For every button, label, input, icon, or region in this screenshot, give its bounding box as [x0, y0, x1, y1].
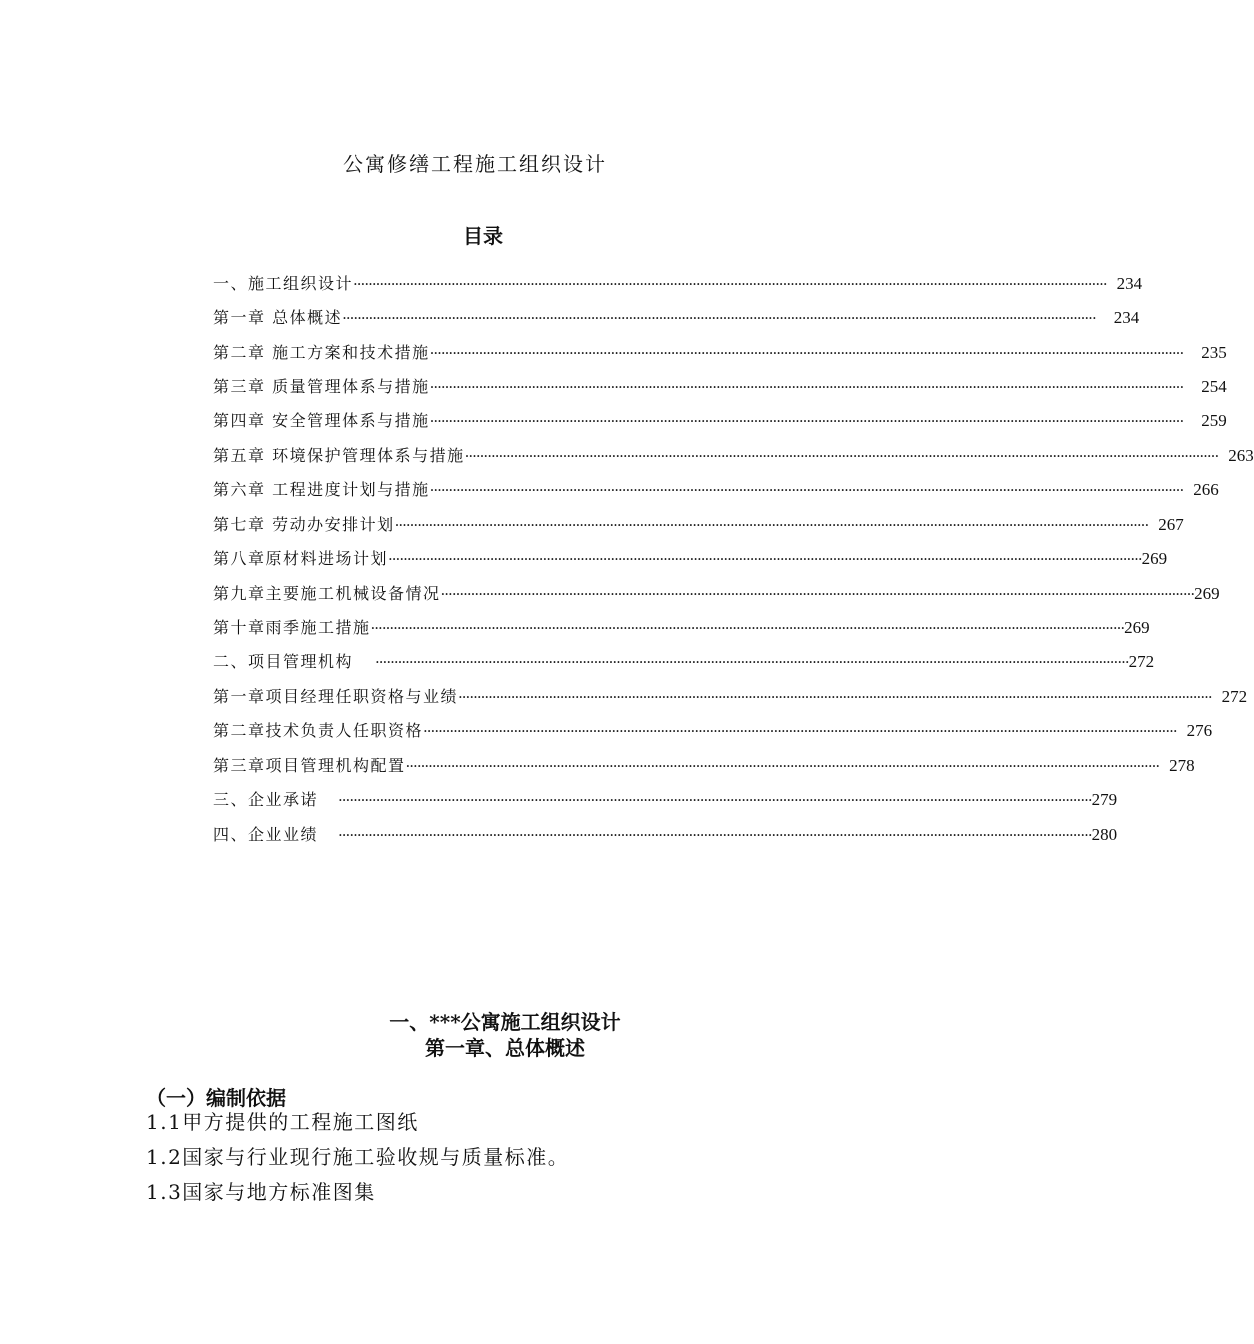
toc-page-number: 267	[1158, 515, 1184, 534]
toc-page-number: 272	[1221, 687, 1248, 706]
toc-label: 二、项目管理机构	[213, 652, 354, 671]
toc-page-number: 263	[1228, 446, 1254, 465]
toc-page-number: 234	[1113, 308, 1140, 327]
toc-leader-dots: ········································································································································································································	[394, 516, 1149, 534]
toc-row[interactable]	[213, 823, 1118, 847]
toc-row[interactable]	[213, 478, 1219, 502]
toc-leader-dots: ········································································································································································································	[338, 826, 1092, 844]
toc-label: 第七章 劳动办安排计划	[213, 515, 395, 534]
body-line: 1.3国家与地方标准图集	[146, 1180, 376, 1204]
toc-page-number: 234	[1116, 274, 1143, 293]
toc-leader-dots: ········································································································································································································	[388, 550, 1142, 568]
toc-page-number: 278	[1169, 756, 1195, 775]
toc-label: 第五章 环境保护管理体系与措施	[213, 446, 465, 465]
toc-row[interactable]	[213, 341, 1227, 365]
toc-label: 第三章项目管理机构配置	[213, 756, 406, 775]
toc-label: 三、企业承诺	[213, 790, 319, 809]
toc-page-number: 272	[1128, 652, 1155, 671]
toc-leader-dots: ········································································································································································································	[338, 791, 1092, 809]
toc-row[interactable]	[213, 582, 1220, 606]
toc-label: 第一章项目经理任职资格与业绩	[213, 687, 459, 706]
toc-label: 第九章主要施工机械设备情况	[213, 584, 441, 603]
toc-page-number: 269	[1124, 618, 1150, 637]
toc-label: 第四章 安全管理体系与措施	[213, 411, 430, 430]
chapter-title: 第一章、总体概述	[425, 1036, 585, 1060]
toc-row[interactable]	[213, 719, 1213, 743]
toc-page-number: 269	[1194, 584, 1220, 603]
body-line: 1.1甲方提供的工程施工图纸	[146, 1110, 419, 1134]
section-title: 一、***公寓施工组织设计	[389, 1010, 621, 1034]
toc-label: 第十章雨季施工措施	[213, 618, 371, 637]
toc-leader-dots: ········································································································································································································	[429, 344, 1184, 362]
toc-leader-dots: ········································································································································································································	[423, 722, 1177, 740]
toc-leader-dots: ········································································································································································································	[342, 309, 1096, 327]
toc-label: 第二章技术负责人任职资格	[213, 721, 424, 740]
toc-row[interactable]	[213, 375, 1227, 399]
toc-label: 第六章 工程进度计划与措施	[213, 480, 430, 499]
toc-row[interactable]	[213, 306, 1140, 330]
toc-page-number: 269	[1141, 549, 1168, 568]
toc-leader-dots: ········································································································································································································	[405, 757, 1160, 775]
toc-page-number: 276	[1186, 721, 1213, 740]
toc-label: 第八章原材料进场计划	[213, 549, 389, 568]
toc-label: 第二章 施工方案和技术措施	[213, 343, 430, 362]
toc-page-number: 280	[1091, 825, 1118, 844]
document-title: 公寓修缮工程施工组织设计	[343, 152, 607, 176]
toc-row[interactable]	[213, 513, 1184, 537]
toc-row[interactable]	[213, 685, 1248, 709]
toc-page-number: 259	[1201, 411, 1227, 430]
toc-label: 第一章 总体概述	[213, 308, 343, 327]
toc-heading: 目录	[463, 224, 503, 248]
toc-row[interactable]	[213, 650, 1155, 674]
toc-label: 一、施工组织设计	[213, 274, 354, 293]
toc-leader-dots: ········································································································································································································	[464, 447, 1219, 465]
toc-leader-dots: ········································································································································································································	[375, 653, 1129, 671]
toc-page-number: 266	[1193, 480, 1219, 499]
toc-leader-dots: ········································································································································································································	[429, 481, 1184, 499]
toc-label: 第三章 质量管理体系与措施	[213, 377, 430, 396]
toc-leader-dots: ········································································································································································································	[429, 378, 1184, 396]
toc-row[interactable]	[213, 754, 1195, 778]
toc-row[interactable]	[213, 788, 1118, 812]
toc-row[interactable]	[213, 272, 1143, 296]
toc-row[interactable]	[213, 444, 1254, 468]
toc-page-number: 279	[1091, 790, 1118, 809]
toc-leader-dots: ········································································································································································································	[370, 619, 1125, 637]
toc-row[interactable]	[213, 616, 1150, 640]
toc-label: 四、企业业绩	[213, 825, 319, 844]
toc-row[interactable]	[213, 547, 1168, 571]
toc-leader-dots: ········································································································································································································	[440, 585, 1195, 603]
toc-leader-dots: ········································································································································································································	[353, 275, 1107, 293]
subheading: （一）编制依据	[146, 1086, 286, 1110]
toc-page-number: 235	[1201, 343, 1227, 362]
toc-leader-dots: ········································································································································································································	[429, 412, 1184, 430]
body-line: 1.2国家与行业现行施工验收规与质量标准。	[146, 1145, 570, 1169]
toc-row[interactable]	[213, 409, 1227, 433]
toc-leader-dots: ········································································································································································································	[458, 688, 1212, 706]
toc-page-number: 254	[1201, 377, 1227, 396]
